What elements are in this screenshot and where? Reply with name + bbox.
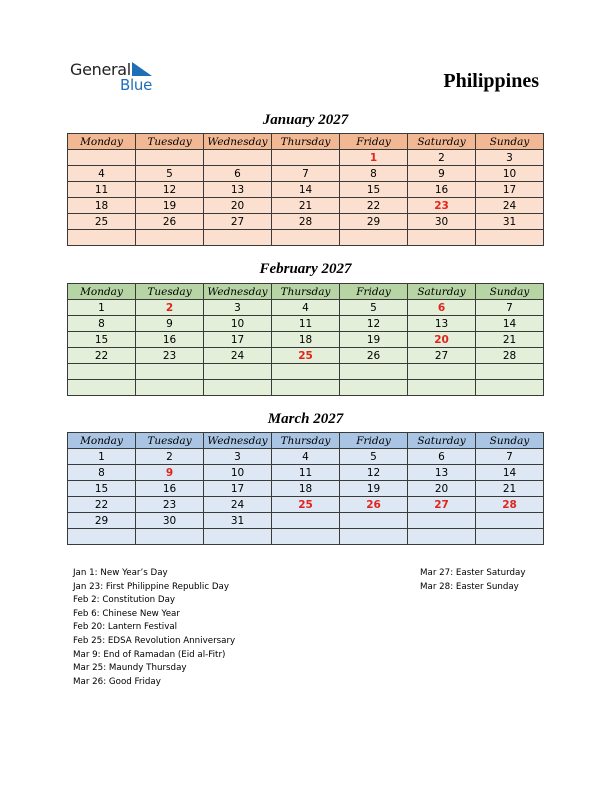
empty-day-cell xyxy=(204,529,272,545)
day-cell: 30 xyxy=(408,214,476,230)
empty-day-cell xyxy=(272,364,340,380)
day-cell: 29 xyxy=(340,214,408,230)
empty-day-cell xyxy=(68,380,136,396)
day-cell: 5 xyxy=(340,300,408,316)
weekday-header-wednesday: Wednesday xyxy=(204,134,272,150)
empty-day-cell xyxy=(68,230,136,246)
week-row xyxy=(68,300,544,316)
day-cell: 16 xyxy=(136,481,204,497)
empty-day-cell xyxy=(340,380,408,396)
day-cell: 16 xyxy=(136,332,204,348)
empty-day-cell xyxy=(408,529,476,545)
day-cell: 2 xyxy=(136,300,204,316)
day-cell: 3 xyxy=(204,300,272,316)
empty-day-cell xyxy=(136,380,204,396)
day-cell: 2 xyxy=(408,150,476,166)
day-cell: 7 xyxy=(476,449,544,465)
weekday-header-wednesday: Wednesday xyxy=(204,284,272,300)
day-cell: 3 xyxy=(476,150,544,166)
day-cell: 7 xyxy=(476,300,544,316)
weekday-header-thursday: Thursday xyxy=(272,134,340,150)
day-cell: 24 xyxy=(476,198,544,214)
empty-day-cell xyxy=(272,513,340,529)
day-cell: 27 xyxy=(204,214,272,230)
weekday-header-thursday: Thursday xyxy=(272,433,340,449)
holiday-note: Mar 25: Maundy Thursday xyxy=(73,663,187,674)
empty-day-cell xyxy=(272,529,340,545)
day-cell: 12 xyxy=(340,465,408,481)
day-cell: 31 xyxy=(476,214,544,230)
day-cell: 13 xyxy=(408,316,476,332)
day-cell: 10 xyxy=(204,316,272,332)
empty-day-cell xyxy=(204,364,272,380)
day-cell: 14 xyxy=(476,465,544,481)
empty-day-cell xyxy=(340,230,408,246)
holiday-note: Feb 2: Constitution Day xyxy=(73,595,176,606)
empty-day-cell xyxy=(408,513,476,529)
day-cell: 19 xyxy=(136,198,204,214)
week-row xyxy=(68,230,544,246)
day-cell: 31 xyxy=(204,513,272,529)
day-cell: 22 xyxy=(68,348,136,364)
empty-day-cell xyxy=(68,364,136,380)
day-cell: 23 xyxy=(408,198,476,214)
day-cell: 28 xyxy=(476,497,544,513)
empty-day-cell xyxy=(68,529,136,545)
empty-day-cell xyxy=(340,513,408,529)
calendar-january xyxy=(67,133,544,246)
empty-day-cell xyxy=(340,529,408,545)
logo-word-general: General xyxy=(70,60,131,79)
day-cell: 1 xyxy=(340,150,408,166)
day-cell: 21 xyxy=(272,198,340,214)
day-cell: 21 xyxy=(476,481,544,497)
calendar-march xyxy=(67,432,544,545)
day-cell: 27 xyxy=(408,497,476,513)
day-cell: 8 xyxy=(68,316,136,332)
weekday-header-tuesday: Tuesday xyxy=(136,433,204,449)
empty-day-cell xyxy=(272,150,340,166)
day-cell: 2 xyxy=(136,449,204,465)
week-row xyxy=(68,513,544,529)
day-cell: 23 xyxy=(136,348,204,364)
day-cell: 1 xyxy=(68,449,136,465)
weekday-header-saturday: Saturday xyxy=(408,134,476,150)
holiday-notes-right xyxy=(420,567,525,594)
day-cell: 25 xyxy=(68,214,136,230)
holiday-note: Mar 26: Good Friday xyxy=(73,676,161,687)
day-cell: 21 xyxy=(476,332,544,348)
day-cell: 7 xyxy=(272,166,340,182)
day-cell: 28 xyxy=(476,348,544,364)
empty-day-cell xyxy=(476,513,544,529)
day-cell: 9 xyxy=(136,316,204,332)
empty-day-cell xyxy=(340,364,408,380)
weekday-header-wednesday: Wednesday xyxy=(204,433,272,449)
weekday-header-tuesday: Tuesday xyxy=(136,134,204,150)
weekday-header-friday: Friday xyxy=(340,433,408,449)
holiday-note: Feb 20: Lantern Festival xyxy=(73,622,178,633)
empty-day-cell xyxy=(136,529,204,545)
day-cell: 15 xyxy=(340,182,408,198)
holiday-note: Mar 27: Easter Saturday xyxy=(420,568,526,578)
weekday-header-monday: Monday xyxy=(68,284,136,300)
weekday-header-friday: Friday xyxy=(340,284,408,300)
country-title: Philippines xyxy=(443,70,539,92)
day-cell: 24 xyxy=(204,497,272,513)
day-cell: 22 xyxy=(340,198,408,214)
empty-day-cell xyxy=(272,380,340,396)
day-cell: 12 xyxy=(136,182,204,198)
day-cell: 11 xyxy=(68,182,136,198)
day-cell: 18 xyxy=(68,198,136,214)
day-cell: 14 xyxy=(476,316,544,332)
day-cell: 17 xyxy=(204,481,272,497)
day-cell: 13 xyxy=(204,182,272,198)
holiday-note: Feb 6: Chinese New Year xyxy=(73,608,180,619)
weekday-header-sunday: Sunday xyxy=(476,134,544,150)
day-cell: 17 xyxy=(204,332,272,348)
week-row xyxy=(68,348,544,364)
week-row xyxy=(68,465,544,481)
empty-day-cell xyxy=(476,380,544,396)
day-cell: 11 xyxy=(272,465,340,481)
week-row xyxy=(68,364,544,380)
week-row xyxy=(68,380,544,396)
empty-day-cell xyxy=(408,364,476,380)
generalblue-logo[interactable] xyxy=(70,60,170,96)
month-title-march: March 2027 xyxy=(267,411,344,427)
logo-word-blue: Blue xyxy=(120,76,152,94)
day-cell: 18 xyxy=(272,332,340,348)
empty-day-cell xyxy=(476,529,544,545)
day-cell: 26 xyxy=(136,214,204,230)
day-cell: 5 xyxy=(340,449,408,465)
day-cell: 5 xyxy=(136,166,204,182)
day-cell: 23 xyxy=(136,497,204,513)
day-cell: 6 xyxy=(204,166,272,182)
day-cell: 20 xyxy=(408,481,476,497)
weekday-header-monday: Monday xyxy=(68,433,136,449)
week-row xyxy=(68,316,544,332)
empty-day-cell xyxy=(204,150,272,166)
empty-day-cell xyxy=(272,230,340,246)
day-cell: 9 xyxy=(408,166,476,182)
day-cell: 27 xyxy=(408,348,476,364)
day-cell: 17 xyxy=(476,182,544,198)
week-row xyxy=(68,449,544,465)
day-cell: 19 xyxy=(340,332,408,348)
empty-day-cell xyxy=(476,364,544,380)
day-cell: 25 xyxy=(272,348,340,364)
day-cell: 6 xyxy=(408,300,476,316)
empty-day-cell xyxy=(204,230,272,246)
week-row xyxy=(68,497,544,513)
weekday-header-sunday: Sunday xyxy=(476,433,544,449)
week-row xyxy=(68,529,544,545)
day-cell: 25 xyxy=(272,497,340,513)
day-cell: 12 xyxy=(340,316,408,332)
logo-triangle-icon xyxy=(132,62,154,76)
day-cell: 4 xyxy=(272,449,340,465)
empty-day-cell xyxy=(408,230,476,246)
day-cell: 4 xyxy=(272,300,340,316)
day-cell: 26 xyxy=(340,348,408,364)
month-title-january: January 2027 xyxy=(262,112,349,128)
day-cell: 18 xyxy=(272,481,340,497)
day-cell: 20 xyxy=(408,332,476,348)
weekday-header-monday: Monday xyxy=(68,134,136,150)
holiday-note: Mar 28: Easter Sunday xyxy=(420,581,519,592)
empty-day-cell xyxy=(136,364,204,380)
empty-day-cell xyxy=(136,150,204,166)
day-cell: 3 xyxy=(204,449,272,465)
day-cell: 30 xyxy=(136,513,204,529)
weekday-header-friday: Friday xyxy=(340,134,408,150)
day-cell: 29 xyxy=(68,513,136,529)
holiday-note: Mar 9: End of Ramadan (Eid al-Fitr) xyxy=(73,649,226,660)
day-cell: 15 xyxy=(68,332,136,348)
empty-day-cell xyxy=(476,230,544,246)
weekday-header-saturday: Saturday xyxy=(408,433,476,449)
day-cell: 4 xyxy=(68,166,136,182)
week-row xyxy=(68,332,544,348)
day-cell: 24 xyxy=(204,348,272,364)
week-row xyxy=(68,150,544,166)
empty-day-cell xyxy=(204,380,272,396)
calendar-february xyxy=(67,283,544,396)
empty-day-cell xyxy=(408,380,476,396)
holiday-note: Jan 1: New Year’s Day xyxy=(73,568,168,578)
day-cell: 28 xyxy=(272,214,340,230)
day-cell: 20 xyxy=(204,198,272,214)
month-title-february: February 2027 xyxy=(259,261,352,277)
weekday-header-saturday: Saturday xyxy=(408,284,476,300)
day-cell: 11 xyxy=(272,316,340,332)
weekday-header-sunday: Sunday xyxy=(476,284,544,300)
day-cell: 9 xyxy=(136,465,204,481)
holiday-notes-left xyxy=(73,567,235,689)
empty-day-cell xyxy=(68,150,136,166)
week-row xyxy=(68,182,544,198)
day-cell: 8 xyxy=(340,166,408,182)
day-cell: 10 xyxy=(476,166,544,182)
day-cell: 15 xyxy=(68,481,136,497)
empty-day-cell xyxy=(136,230,204,246)
week-row xyxy=(68,481,544,497)
day-cell: 22 xyxy=(68,497,136,513)
weekday-header-thursday: Thursday xyxy=(272,284,340,300)
week-row xyxy=(68,166,544,182)
day-cell: 10 xyxy=(204,465,272,481)
day-cell: 1 xyxy=(68,300,136,316)
week-row xyxy=(68,214,544,230)
day-cell: 8 xyxy=(68,465,136,481)
day-cell: 26 xyxy=(340,497,408,513)
weekday-header-tuesday: Tuesday xyxy=(136,284,204,300)
day-cell: 6 xyxy=(408,449,476,465)
holiday-note: Jan 23: First Philippine Republic Day xyxy=(73,581,230,592)
day-cell: 14 xyxy=(272,182,340,198)
day-cell: 16 xyxy=(408,182,476,198)
day-cell: 19 xyxy=(340,481,408,497)
day-cell: 13 xyxy=(408,465,476,481)
holiday-note: Feb 25: EDSA Revolution Anniversary xyxy=(73,635,236,646)
week-row xyxy=(68,198,544,214)
